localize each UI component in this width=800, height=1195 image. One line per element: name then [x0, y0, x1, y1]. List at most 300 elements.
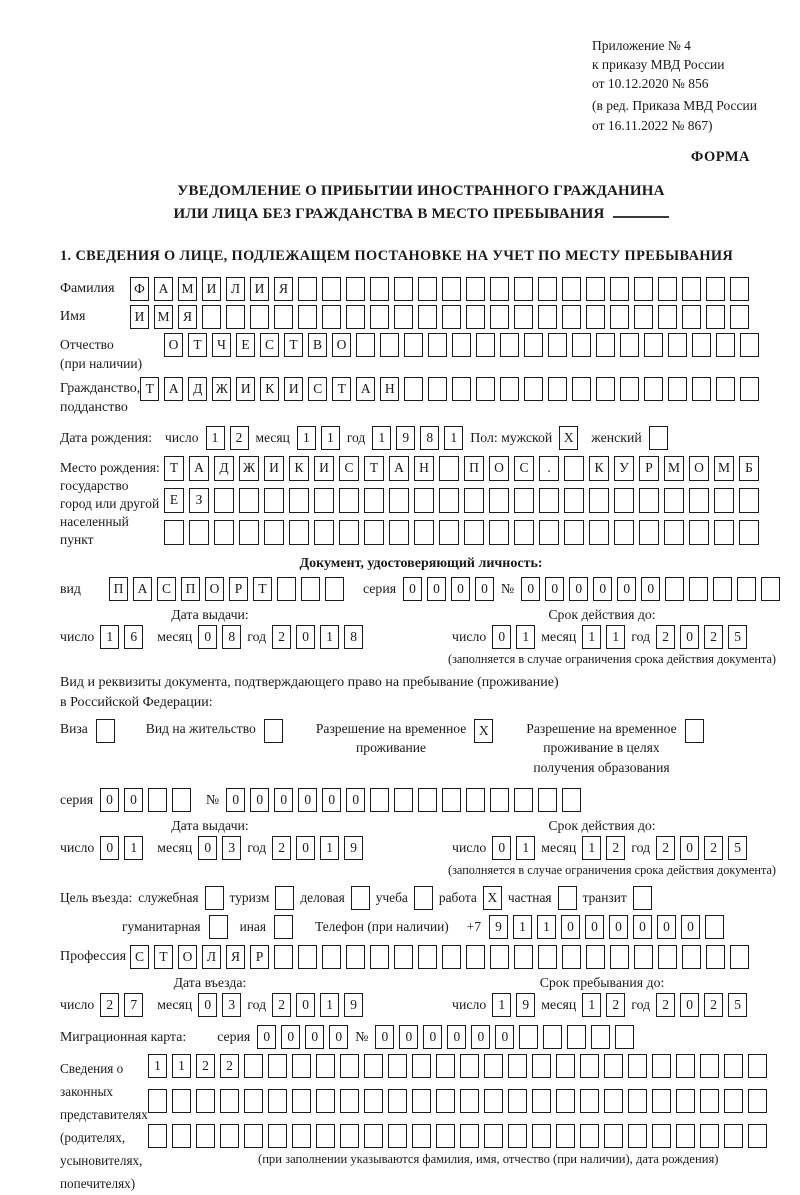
- char-cell[interactable]: 3: [222, 836, 241, 860]
- char-cell[interactable]: [652, 1124, 671, 1148]
- char-cell[interactable]: [639, 488, 659, 513]
- char-cell[interactable]: 0: [633, 915, 652, 939]
- char-cell[interactable]: А: [154, 277, 173, 301]
- char-cell[interactable]: [604, 1089, 623, 1113]
- char-cell[interactable]: [442, 277, 461, 301]
- char-cell[interactable]: 0: [100, 836, 119, 860]
- char-cell[interactable]: 1: [372, 426, 391, 450]
- char-cell[interactable]: [289, 488, 309, 513]
- char-cell[interactable]: [316, 1124, 335, 1148]
- char-cell[interactable]: [739, 488, 759, 513]
- char-cell[interactable]: Р: [250, 945, 269, 969]
- char-cell[interactable]: [572, 377, 591, 401]
- char-cell[interactable]: [628, 1124, 647, 1148]
- char-cell[interactable]: Е: [164, 488, 184, 513]
- char-cell[interactable]: [514, 277, 533, 301]
- char-cell[interactable]: 0: [198, 993, 217, 1017]
- char-cell[interactable]: 0: [475, 577, 494, 601]
- char-cell[interactable]: [589, 488, 609, 513]
- char-cell[interactable]: С: [308, 377, 327, 401]
- char-cell[interactable]: [564, 456, 584, 481]
- char-cell[interactable]: [724, 1054, 743, 1078]
- char-cell[interactable]: Т: [332, 377, 351, 401]
- char-cell[interactable]: [610, 945, 629, 969]
- char-cell[interactable]: 9: [344, 836, 363, 860]
- char-cell[interactable]: [418, 305, 437, 329]
- char-cell[interactable]: [394, 305, 413, 329]
- char-cell[interactable]: К: [289, 456, 309, 481]
- char-cell[interactable]: [301, 577, 320, 601]
- char-cell[interactable]: С: [157, 577, 176, 601]
- char-cell[interactable]: И: [130, 305, 149, 329]
- char-cell[interactable]: [464, 520, 484, 545]
- char-cell[interactable]: Л: [202, 945, 221, 969]
- char-cell[interactable]: 9: [344, 993, 363, 1017]
- char-cell[interactable]: [682, 945, 701, 969]
- char-cell[interactable]: О: [178, 945, 197, 969]
- char-cell[interactable]: 0: [641, 577, 660, 601]
- char-cell[interactable]: [346, 945, 365, 969]
- char-cell[interactable]: [412, 1089, 431, 1113]
- char-cell[interactable]: Р: [639, 456, 659, 481]
- char-cell[interactable]: 2: [656, 993, 675, 1017]
- char-cell[interactable]: [466, 945, 485, 969]
- char-cell[interactable]: [490, 945, 509, 969]
- char-cell[interactable]: 2: [704, 993, 723, 1017]
- char-cell[interactable]: А: [164, 377, 183, 401]
- char-cell[interactable]: [452, 377, 471, 401]
- char-cell[interactable]: [634, 305, 653, 329]
- char-cell[interactable]: [580, 1124, 599, 1148]
- char-cell[interactable]: М: [664, 456, 684, 481]
- checkbox-cell[interactable]: [558, 886, 577, 910]
- char-cell[interactable]: Т: [364, 456, 384, 481]
- char-cell[interactable]: [538, 945, 557, 969]
- char-cell[interactable]: [538, 277, 557, 301]
- char-cell[interactable]: 6: [124, 625, 143, 649]
- char-cell[interactable]: [519, 1025, 538, 1049]
- char-cell[interactable]: [316, 1054, 335, 1078]
- char-cell[interactable]: [700, 1054, 719, 1078]
- char-cell[interactable]: 0: [296, 625, 315, 649]
- char-cell[interactable]: [714, 488, 734, 513]
- char-cell[interactable]: [442, 945, 461, 969]
- char-cell[interactable]: [689, 520, 709, 545]
- char-cell[interactable]: 0: [495, 1025, 514, 1049]
- char-cell[interactable]: [439, 488, 459, 513]
- char-cell[interactable]: [532, 1124, 551, 1148]
- char-cell[interactable]: [489, 488, 509, 513]
- char-cell[interactable]: [226, 305, 245, 329]
- checkbox-cell[interactable]: [414, 886, 433, 910]
- char-cell[interactable]: 0: [545, 577, 564, 601]
- char-cell[interactable]: [614, 488, 634, 513]
- char-cell[interactable]: 2: [656, 836, 675, 860]
- char-cell[interactable]: 2: [272, 836, 291, 860]
- char-cell[interactable]: П: [181, 577, 200, 601]
- char-cell[interactable]: [322, 305, 341, 329]
- char-cell[interactable]: 0: [427, 577, 446, 601]
- char-cell[interactable]: [466, 788, 485, 812]
- char-cell[interactable]: [220, 1124, 239, 1148]
- char-cell[interactable]: [562, 788, 581, 812]
- char-cell[interactable]: 0: [346, 788, 365, 812]
- char-cell[interactable]: [277, 577, 296, 601]
- char-cell[interactable]: [370, 277, 389, 301]
- char-cell[interactable]: 1: [297, 426, 316, 450]
- char-cell[interactable]: [658, 277, 677, 301]
- char-cell[interactable]: [524, 333, 543, 357]
- char-cell[interactable]: [620, 333, 639, 357]
- char-cell[interactable]: 2: [196, 1054, 215, 1078]
- char-cell[interactable]: [189, 520, 209, 545]
- char-cell[interactable]: [364, 488, 384, 513]
- char-cell[interactable]: 0: [250, 788, 269, 812]
- char-cell[interactable]: 0: [521, 577, 540, 601]
- checkbox-cell[interactable]: [209, 915, 228, 939]
- char-cell[interactable]: [714, 520, 734, 545]
- char-cell[interactable]: [524, 377, 543, 401]
- char-cell[interactable]: [508, 1124, 527, 1148]
- checkbox-cell[interactable]: X: [559, 426, 578, 450]
- char-cell[interactable]: 8: [344, 625, 363, 649]
- char-cell[interactable]: 0: [561, 915, 580, 939]
- char-cell[interactable]: [388, 1124, 407, 1148]
- char-cell[interactable]: [740, 333, 759, 357]
- char-cell[interactable]: [700, 1089, 719, 1113]
- char-cell[interactable]: [412, 1124, 431, 1148]
- char-cell[interactable]: [439, 520, 459, 545]
- char-cell[interactable]: [339, 488, 359, 513]
- char-cell[interactable]: [364, 1089, 383, 1113]
- char-cell[interactable]: И: [236, 377, 255, 401]
- char-cell[interactable]: [610, 277, 629, 301]
- char-cell[interactable]: [596, 377, 615, 401]
- char-cell[interactable]: 0: [298, 788, 317, 812]
- char-cell[interactable]: Е: [236, 333, 255, 357]
- char-cell[interactable]: [737, 577, 756, 601]
- char-cell[interactable]: 0: [198, 836, 217, 860]
- char-cell[interactable]: О: [489, 456, 509, 481]
- char-cell[interactable]: [548, 333, 567, 357]
- char-cell[interactable]: [664, 520, 684, 545]
- char-cell[interactable]: 2: [220, 1054, 239, 1078]
- char-cell[interactable]: Б: [739, 456, 759, 481]
- char-cell[interactable]: [244, 1089, 263, 1113]
- char-cell[interactable]: И: [264, 456, 284, 481]
- char-cell[interactable]: [692, 377, 711, 401]
- char-cell[interactable]: [239, 488, 259, 513]
- char-cell[interactable]: [500, 377, 519, 401]
- char-cell[interactable]: Я: [226, 945, 245, 969]
- char-cell[interactable]: [466, 277, 485, 301]
- char-cell[interactable]: [705, 915, 724, 939]
- char-cell[interactable]: [370, 305, 389, 329]
- char-cell[interactable]: 1: [492, 993, 511, 1017]
- char-cell[interactable]: 1: [444, 426, 463, 450]
- char-cell[interactable]: [562, 945, 581, 969]
- char-cell[interactable]: 0: [296, 836, 315, 860]
- char-cell[interactable]: [388, 1054, 407, 1078]
- char-cell[interactable]: М: [178, 277, 197, 301]
- char-cell[interactable]: [706, 305, 725, 329]
- char-cell[interactable]: 0: [329, 1025, 348, 1049]
- char-cell[interactable]: [532, 1054, 551, 1078]
- char-cell[interactable]: [428, 377, 447, 401]
- char-cell[interactable]: [556, 1124, 575, 1148]
- char-cell[interactable]: [264, 488, 284, 513]
- char-cell[interactable]: И: [284, 377, 303, 401]
- char-cell[interactable]: [476, 377, 495, 401]
- char-cell[interactable]: 1: [516, 625, 535, 649]
- char-cell[interactable]: 0: [657, 915, 676, 939]
- char-cell[interactable]: С: [130, 945, 149, 969]
- char-cell[interactable]: [634, 945, 653, 969]
- char-cell[interactable]: [418, 277, 437, 301]
- char-cell[interactable]: С: [339, 456, 359, 481]
- char-cell[interactable]: 2: [704, 625, 723, 649]
- char-cell[interactable]: 0: [471, 1025, 490, 1049]
- char-cell[interactable]: 2: [272, 625, 291, 649]
- char-cell[interactable]: 1: [582, 836, 601, 860]
- char-cell[interactable]: 1: [606, 625, 625, 649]
- char-cell[interactable]: 0: [680, 836, 699, 860]
- char-cell[interactable]: [614, 520, 634, 545]
- char-cell[interactable]: 2: [230, 426, 249, 450]
- char-cell[interactable]: 0: [274, 788, 293, 812]
- char-cell[interactable]: 1: [320, 836, 339, 860]
- char-cell[interactable]: И: [314, 456, 334, 481]
- char-cell[interactable]: [380, 333, 399, 357]
- char-cell[interactable]: [586, 945, 605, 969]
- char-cell[interactable]: [172, 1124, 191, 1148]
- char-cell[interactable]: 8: [222, 625, 241, 649]
- char-cell[interactable]: [658, 945, 677, 969]
- char-cell[interactable]: [628, 1054, 647, 1078]
- char-cell[interactable]: [389, 520, 409, 545]
- char-cell[interactable]: [476, 333, 495, 357]
- char-cell[interactable]: 9: [516, 993, 535, 1017]
- char-cell[interactable]: [564, 488, 584, 513]
- char-cell[interactable]: [539, 520, 559, 545]
- char-cell[interactable]: 1: [513, 915, 532, 939]
- char-cell[interactable]: [418, 945, 437, 969]
- char-cell[interactable]: .: [539, 456, 559, 481]
- char-cell[interactable]: [634, 277, 653, 301]
- char-cell[interactable]: [389, 488, 409, 513]
- checkbox-cell[interactable]: [205, 886, 224, 910]
- char-cell[interactable]: [706, 277, 725, 301]
- char-cell[interactable]: [460, 1124, 479, 1148]
- char-cell[interactable]: [316, 1089, 335, 1113]
- char-cell[interactable]: 2: [606, 836, 625, 860]
- char-cell[interactable]: [500, 333, 519, 357]
- char-cell[interactable]: А: [389, 456, 409, 481]
- char-cell[interactable]: [639, 520, 659, 545]
- char-cell[interactable]: У: [614, 456, 634, 481]
- char-cell[interactable]: [508, 1089, 527, 1113]
- char-cell[interactable]: 7: [124, 993, 143, 1017]
- char-cell[interactable]: [466, 305, 485, 329]
- char-cell[interactable]: [508, 1054, 527, 1078]
- char-cell[interactable]: 0: [680, 993, 699, 1017]
- char-cell[interactable]: [514, 788, 533, 812]
- char-cell[interactable]: 0: [198, 625, 217, 649]
- char-cell[interactable]: Я: [178, 305, 197, 329]
- char-cell[interactable]: [436, 1124, 455, 1148]
- char-cell[interactable]: [548, 377, 567, 401]
- char-cell[interactable]: [340, 1054, 359, 1078]
- char-cell[interactable]: 0: [257, 1025, 276, 1049]
- char-cell[interactable]: [490, 305, 509, 329]
- char-cell[interactable]: 0: [322, 788, 341, 812]
- char-cell[interactable]: 0: [492, 625, 511, 649]
- char-cell[interactable]: 0: [569, 577, 588, 601]
- char-cell[interactable]: 0: [296, 993, 315, 1017]
- char-cell[interactable]: [322, 277, 341, 301]
- char-cell[interactable]: 1: [172, 1054, 191, 1078]
- char-cell[interactable]: [543, 1025, 562, 1049]
- char-cell[interactable]: Н: [380, 377, 399, 401]
- char-cell[interactable]: [730, 945, 749, 969]
- checkbox-cell[interactable]: [351, 886, 370, 910]
- char-cell[interactable]: [268, 1054, 287, 1078]
- char-cell[interactable]: [539, 488, 559, 513]
- char-cell[interactable]: [586, 305, 605, 329]
- char-cell[interactable]: [339, 520, 359, 545]
- char-cell[interactable]: [682, 277, 701, 301]
- char-cell[interactable]: [464, 488, 484, 513]
- char-cell[interactable]: [514, 305, 533, 329]
- char-cell[interactable]: [740, 377, 759, 401]
- char-cell[interactable]: [274, 305, 293, 329]
- char-cell[interactable]: [220, 1089, 239, 1113]
- char-cell[interactable]: [490, 277, 509, 301]
- char-cell[interactable]: [538, 788, 557, 812]
- char-cell[interactable]: [172, 788, 191, 812]
- char-cell[interactable]: [665, 577, 684, 601]
- char-cell[interactable]: [356, 333, 375, 357]
- char-cell[interactable]: Т: [140, 377, 159, 401]
- char-cell[interactable]: 0: [451, 577, 470, 601]
- char-cell[interactable]: [484, 1124, 503, 1148]
- char-cell[interactable]: [761, 577, 780, 601]
- char-cell[interactable]: [460, 1089, 479, 1113]
- char-cell[interactable]: О: [332, 333, 351, 357]
- char-cell[interactable]: А: [189, 456, 209, 481]
- char-cell[interactable]: [442, 305, 461, 329]
- char-cell[interactable]: [724, 1124, 743, 1148]
- char-cell[interactable]: [532, 1089, 551, 1113]
- char-cell[interactable]: [484, 1089, 503, 1113]
- char-cell[interactable]: 0: [281, 1025, 300, 1049]
- char-cell[interactable]: 0: [124, 788, 143, 812]
- char-cell[interactable]: [394, 788, 413, 812]
- char-cell[interactable]: [689, 488, 709, 513]
- char-cell[interactable]: Ж: [212, 377, 231, 401]
- char-cell[interactable]: [604, 1054, 623, 1078]
- char-cell[interactable]: [439, 456, 459, 481]
- char-cell[interactable]: 0: [399, 1025, 418, 1049]
- char-cell[interactable]: [452, 333, 471, 357]
- char-cell[interactable]: Л: [226, 277, 245, 301]
- char-cell[interactable]: Т: [284, 333, 303, 357]
- char-cell[interactable]: [490, 788, 509, 812]
- char-cell[interactable]: К: [589, 456, 609, 481]
- char-cell[interactable]: [418, 788, 437, 812]
- char-cell[interactable]: 2: [272, 993, 291, 1017]
- checkbox-cell[interactable]: [274, 915, 293, 939]
- char-cell[interactable]: 0: [492, 836, 511, 860]
- char-cell[interactable]: [580, 1089, 599, 1113]
- char-cell[interactable]: 9: [396, 426, 415, 450]
- char-cell[interactable]: 1: [206, 426, 225, 450]
- char-cell[interactable]: [164, 520, 184, 545]
- char-cell[interactable]: [460, 1054, 479, 1078]
- char-cell[interactable]: [414, 488, 434, 513]
- char-cell[interactable]: [289, 520, 309, 545]
- char-cell[interactable]: [325, 577, 344, 601]
- char-cell[interactable]: [700, 1124, 719, 1148]
- char-cell[interactable]: [748, 1089, 767, 1113]
- char-cell[interactable]: [394, 945, 413, 969]
- char-cell[interactable]: 1: [100, 625, 119, 649]
- char-cell[interactable]: [239, 520, 259, 545]
- char-cell[interactable]: [724, 1089, 743, 1113]
- char-cell[interactable]: [514, 945, 533, 969]
- char-cell[interactable]: [214, 488, 234, 513]
- char-cell[interactable]: [586, 277, 605, 301]
- char-cell[interactable]: З: [189, 488, 209, 513]
- char-cell[interactable]: О: [164, 333, 183, 357]
- char-cell[interactable]: 0: [609, 915, 628, 939]
- char-cell[interactable]: В: [308, 333, 327, 357]
- char-cell[interactable]: 1: [320, 625, 339, 649]
- char-cell[interactable]: [214, 520, 234, 545]
- char-cell[interactable]: 5: [728, 836, 747, 860]
- char-cell[interactable]: 0: [617, 577, 636, 601]
- char-cell[interactable]: [148, 1124, 167, 1148]
- char-cell[interactable]: [404, 333, 423, 357]
- char-cell[interactable]: [244, 1124, 263, 1148]
- char-cell[interactable]: [322, 945, 341, 969]
- char-cell[interactable]: [244, 1054, 263, 1078]
- char-cell[interactable]: [292, 1089, 311, 1113]
- char-cell[interactable]: Т: [164, 456, 184, 481]
- char-cell[interactable]: [250, 305, 269, 329]
- char-cell[interactable]: А: [356, 377, 375, 401]
- char-cell[interactable]: [692, 333, 711, 357]
- char-cell[interactable]: [682, 305, 701, 329]
- char-cell[interactable]: П: [464, 456, 484, 481]
- char-cell[interactable]: [730, 305, 749, 329]
- char-cell[interactable]: [442, 788, 461, 812]
- char-cell[interactable]: [202, 305, 221, 329]
- char-cell[interactable]: 1: [124, 836, 143, 860]
- char-cell[interactable]: 0: [593, 577, 612, 601]
- char-cell[interactable]: [394, 277, 413, 301]
- char-cell[interactable]: [298, 945, 317, 969]
- char-cell[interactable]: [706, 945, 725, 969]
- char-cell[interactable]: [268, 1089, 287, 1113]
- char-cell[interactable]: 0: [403, 577, 422, 601]
- char-cell[interactable]: 1: [537, 915, 556, 939]
- char-cell[interactable]: [562, 277, 581, 301]
- char-cell[interactable]: [148, 1089, 167, 1113]
- checkbox-cell[interactable]: X: [474, 719, 493, 743]
- char-cell[interactable]: [340, 1124, 359, 1148]
- char-cell[interactable]: [484, 1054, 503, 1078]
